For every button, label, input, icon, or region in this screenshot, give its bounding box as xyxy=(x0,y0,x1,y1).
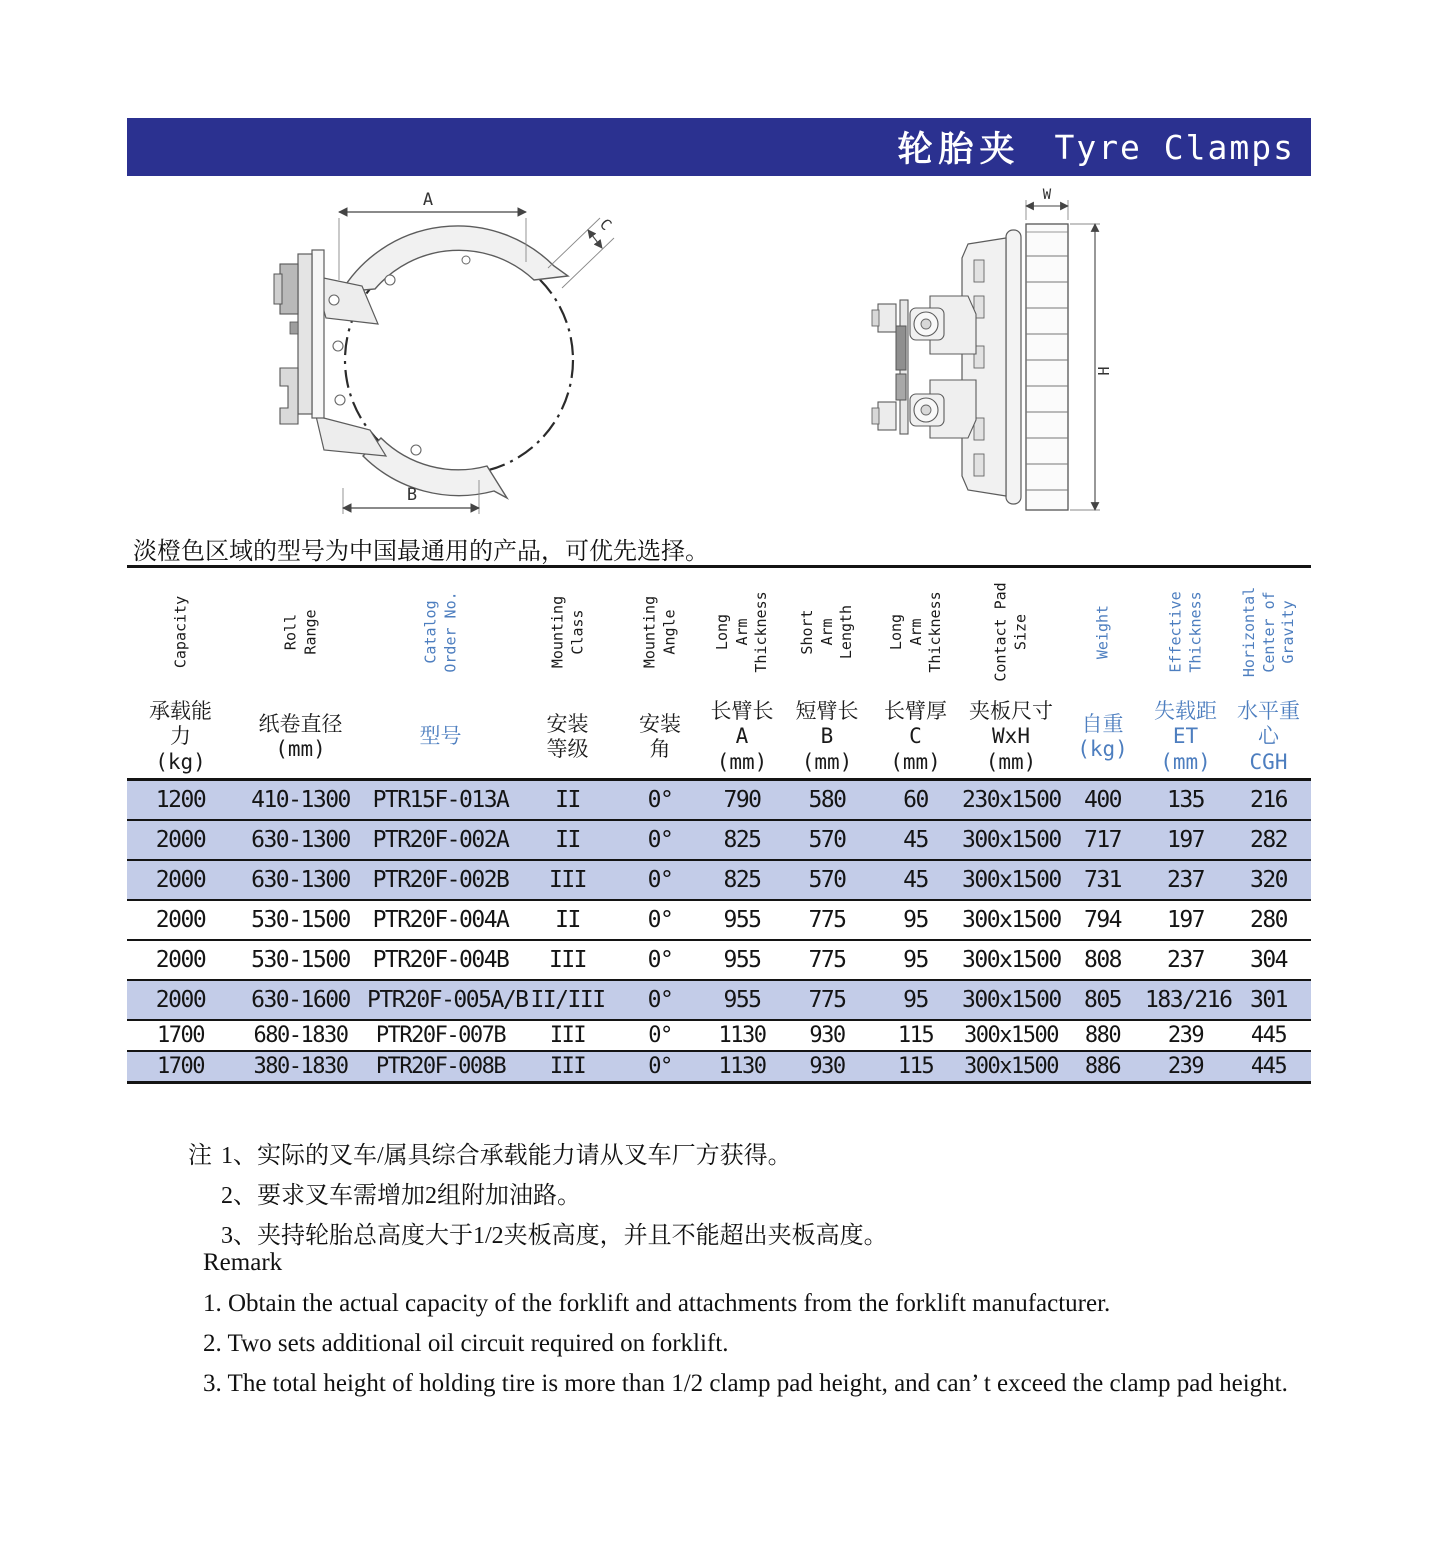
col-header-mounting-angle xyxy=(621,567,699,780)
spec-cell-long-arm-c: 115 xyxy=(897,1054,934,1079)
spec-cell-capacity: 2000 xyxy=(155,947,206,973)
note-zh-item: 1、实际的叉车/属具综合承载能力请从叉车厂方获得。 xyxy=(221,1143,792,1169)
spec-cell-roll-range: 630-1600 xyxy=(251,987,350,1013)
col-header-weight xyxy=(1060,567,1145,780)
spec-cell-effective-thickness: 135 xyxy=(1166,787,1205,813)
col-header-zh-roll-range: 纸卷直径 (mm) xyxy=(258,711,343,761)
spec-cell-contact-pad-size: 300x1500 xyxy=(964,1054,1058,1079)
note-zh-line: 2、要求叉车需增加2组附加油路。 xyxy=(221,1183,581,1209)
spec-cell-mounting-angle: 0° xyxy=(647,907,673,933)
spec-cell-weight: 886 xyxy=(1084,1054,1121,1079)
col-header-zh-catalog-order-no: 型号 xyxy=(419,724,462,749)
col-header-contact-pad-size xyxy=(962,567,1060,780)
note-zh-label: 注 xyxy=(188,1143,212,1169)
spec-cell-mounting-class: III xyxy=(549,1054,586,1079)
spec-row-PTR20F-008B xyxy=(127,1051,1311,1083)
page-title-zh: 轮胎夹 xyxy=(897,130,1021,170)
spec-cell-capacity: 2000 xyxy=(155,827,206,853)
spec-cell-catalog-order-no: PTR20F-002B xyxy=(372,867,509,893)
spec-table-wrap xyxy=(127,565,1311,1084)
spec-cell-short-arm-b: 570 xyxy=(808,867,846,893)
spec-cell-mounting-angle: 0° xyxy=(648,1054,672,1079)
col-header-zh-effective-thickness: 失载距 ET (mm) xyxy=(1154,699,1217,774)
spec-cell-mounting-angle: 0° xyxy=(647,867,673,893)
spec-cell-mounting-class: III xyxy=(549,1023,586,1048)
col-header-en-effective-thickness: Effective Thickness xyxy=(1166,591,1204,673)
spec-cell-weight: 808 xyxy=(1083,947,1122,973)
spec-cell-effective-thickness: 239 xyxy=(1167,1054,1204,1079)
spec-cell-roll-range: 410-1300 xyxy=(251,787,350,813)
spec-cell-contact-pad-size: 230x1500 xyxy=(962,787,1061,813)
col-header-en-roll-range: Roll Range xyxy=(281,609,319,655)
spec-table-header xyxy=(127,567,1311,780)
spec-cell-weight: 805 xyxy=(1083,987,1122,1013)
col-header-mounting-class xyxy=(514,567,621,780)
remark-item: 3. The total height of holding tire is more than 1/2 clamp pad height, and can’ t exceed the clamp pad height. xyxy=(203,1370,1288,1397)
remark-item: 2. Two sets additional oil circuit required on forklift. xyxy=(203,1330,729,1357)
spec-cell-catalog-order-no: PTR20F-005A/B xyxy=(367,987,528,1013)
spec-cell-mounting-angle: 0° xyxy=(648,1023,672,1048)
spec-cell-effective-thickness: 237 xyxy=(1166,947,1205,973)
col-header-zh-horizontal-cg: 水平重 心 CGH xyxy=(1237,699,1300,774)
spec-cell-long-arm-a: 790 xyxy=(723,787,761,813)
col-header-zh-long-arm-a: 长臂长 A (mm) xyxy=(710,699,774,774)
spec-row-PTR20F-004A xyxy=(127,900,1311,940)
col-header-en-weight: Weight xyxy=(1092,604,1111,660)
spec-cell-horizontal-cg: 445 xyxy=(1250,1023,1287,1048)
spec-cell-mounting-angle: 0° xyxy=(647,987,673,1013)
col-header-long-arm-a xyxy=(699,567,785,780)
dim-label-b: B xyxy=(406,485,418,505)
spec-cell-long-arm-a: 825 xyxy=(723,867,761,893)
spec-cell-catalog-order-no: PTR20F-002A xyxy=(372,827,509,853)
spec-row-PTR20F-005A/B xyxy=(127,980,1311,1020)
dim-label-c: C xyxy=(595,215,616,235)
remark-heading: Remark xyxy=(203,1249,283,1276)
spec-cell-effective-thickness: 237 xyxy=(1166,867,1205,893)
contact-pad xyxy=(1026,224,1068,510)
spec-cell-mounting-angle: 0° xyxy=(647,787,673,813)
spec-cell-short-arm-b: 930 xyxy=(809,1054,845,1079)
spec-row-PTR15F-013A xyxy=(127,780,1311,821)
dim-label-h: H xyxy=(1095,366,1113,376)
remark-block xyxy=(203,1249,1288,1397)
spec-cell-horizontal-cg: 280 xyxy=(1249,907,1288,933)
spec-cell-short-arm-b: 580 xyxy=(808,787,846,813)
spec-cell-mounting-angle: 0° xyxy=(647,827,673,853)
spec-cell-long-arm-c: 60 xyxy=(903,787,928,813)
spec-cell-long-arm-a: 1130 xyxy=(718,1054,766,1079)
spec-cell-contact-pad-size: 300x1500 xyxy=(962,867,1061,893)
spec-cell-weight: 731 xyxy=(1083,867,1122,893)
spec-cell-effective-thickness: 197 xyxy=(1166,907,1205,933)
spec-cell-catalog-order-no: PTR20F-004A xyxy=(372,907,509,933)
spec-cell-mounting-angle: 0° xyxy=(647,947,673,973)
spec-cell-roll-range: 630-1300 xyxy=(251,867,350,893)
col-header-en-capacity: Capacity xyxy=(170,595,189,669)
spec-cell-capacity: 1200 xyxy=(155,787,206,813)
spec-cell-weight: 880 xyxy=(1084,1023,1121,1048)
spec-cell-effective-thickness: 183/216 xyxy=(1145,987,1232,1013)
col-header-en-mounting-class: Mounting Class xyxy=(548,595,586,669)
spec-cell-horizontal-cg: 216 xyxy=(1249,787,1288,813)
spec-cell-roll-range: 630-1300 xyxy=(251,827,350,853)
spec-cell-mounting-class: III xyxy=(548,867,587,893)
spec-cell-long-arm-c: 115 xyxy=(897,1023,934,1048)
spec-cell-long-arm-a: 1130 xyxy=(718,1023,766,1048)
remark-item: 1. Obtain the actual capacity of the forklift and attachments from the forklift manufacturer. xyxy=(203,1290,1111,1317)
spec-cell-long-arm-a: 955 xyxy=(723,987,761,1013)
spec-cell-short-arm-b: 775 xyxy=(808,987,846,1013)
spec-cell-mounting-class: III xyxy=(548,947,587,973)
spec-cell-capacity: 1700 xyxy=(157,1023,204,1048)
spec-cell-long-arm-c: 45 xyxy=(903,827,928,853)
spec-cell-capacity: 2000 xyxy=(155,907,206,933)
short-arm xyxy=(363,438,507,498)
spec-row-PTR20F-007B xyxy=(127,1020,1311,1051)
spec-cell-weight: 794 xyxy=(1083,907,1122,933)
spec-cell-contact-pad-size: 300x1500 xyxy=(962,827,1061,853)
spec-cell-capacity: 2000 xyxy=(155,867,206,893)
spec-cell-short-arm-b: 570 xyxy=(808,827,846,853)
spec-cell-contact-pad-size: 300x1500 xyxy=(962,947,1061,973)
spec-cell-short-arm-b: 775 xyxy=(808,947,846,973)
spec-cell-contact-pad-size: 300x1500 xyxy=(964,1023,1058,1048)
note-zh-line xyxy=(188,1136,888,1176)
spec-cell-short-arm-b: 930 xyxy=(809,1023,845,1048)
dim-label-w: W xyxy=(1042,188,1052,203)
note-zh-line: 3、夹持轮胎总高度大于1/2夹板高度，并且不能超出夹板高度。 xyxy=(221,1223,888,1249)
col-header-zh-short-arm-b: 短臂长 B (mm) xyxy=(795,699,859,774)
col-header-catalog-order-no xyxy=(367,567,514,780)
spec-cell-long-arm-a: 955 xyxy=(723,947,761,973)
col-header-en-long-arm-a: Long Arm Thickness xyxy=(712,591,770,673)
col-header-zh-mounting-angle: 安装 角 xyxy=(639,711,681,761)
spec-cell-long-arm-a: 955 xyxy=(723,907,761,933)
spec-row-PTR20F-002A xyxy=(127,820,1311,860)
col-header-en-horizontal-cg: Horizontal Center of Gravity xyxy=(1239,586,1297,678)
spec-cell-long-arm-c: 95 xyxy=(903,947,928,973)
spec-cell-catalog-order-no: PTR20F-008B xyxy=(375,1054,506,1079)
spec-cell-capacity: 2000 xyxy=(155,987,206,1013)
notes-zh xyxy=(188,1136,888,1256)
col-header-long-arm-c xyxy=(869,567,962,780)
spec-cell-effective-thickness: 197 xyxy=(1166,827,1205,853)
col-header-en-long-arm-c: Long Arm Thickness xyxy=(886,591,944,673)
spec-cell-roll-range: 680-1830 xyxy=(253,1023,348,1048)
col-header-zh-contact-pad-size: 夹板尺寸 WxH (mm) xyxy=(969,699,1053,774)
col-header-short-arm-b xyxy=(785,567,869,780)
spec-cell-roll-range: 530-1500 xyxy=(251,907,350,933)
tyre-clamp-rear-view-drawing xyxy=(866,188,1116,522)
dim-label-a: A xyxy=(422,190,434,210)
spec-row-PTR20F-002B xyxy=(127,860,1311,900)
spec-cell-long-arm-a: 825 xyxy=(723,827,761,853)
spec-cell-mounting-class: II xyxy=(555,787,580,813)
col-header-en-contact-pad-size: Contact Pad Size xyxy=(991,582,1029,682)
spec-cell-horizontal-cg: 445 xyxy=(1250,1054,1287,1079)
col-header-en-mounting-angle: Mounting Angle xyxy=(640,595,678,669)
spec-cell-horizontal-cg: 320 xyxy=(1249,867,1288,893)
spec-cell-long-arm-c: 45 xyxy=(903,867,928,893)
spec-cell-catalog-order-no: PTR20F-007B xyxy=(375,1023,506,1048)
col-header-zh-mounting-class: 安装 等级 xyxy=(546,711,589,761)
spec-cell-weight: 717 xyxy=(1083,827,1122,853)
spec-cell-mounting-class: II xyxy=(555,827,580,853)
spec-cell-horizontal-cg: 301 xyxy=(1249,987,1288,1013)
spec-cell-capacity: 1700 xyxy=(157,1054,204,1079)
long-arm xyxy=(341,226,568,292)
spec-table xyxy=(127,565,1311,1084)
spec-cell-horizontal-cg: 282 xyxy=(1249,827,1288,853)
tyre-clamp-side-view-drawing xyxy=(266,188,630,522)
spec-cell-weight: 400 xyxy=(1083,787,1122,813)
spec-cell-long-arm-c: 95 xyxy=(903,987,928,1013)
spec-cell-catalog-order-no: PTR15F-013A xyxy=(372,787,509,813)
spec-cell-short-arm-b: 775 xyxy=(808,907,846,933)
spec-cell-mounting-class: II/III xyxy=(530,987,605,1013)
spec-cell-effective-thickness: 239 xyxy=(1167,1023,1204,1048)
pre-table-note: 淡橙色区域的型号为中国最通用的产品，可优先选择。 xyxy=(133,539,709,565)
spec-cell-horizontal-cg: 304 xyxy=(1249,947,1288,973)
col-header-roll-range xyxy=(234,567,367,780)
spec-cell-roll-range: 380-1830 xyxy=(253,1054,348,1079)
page-title-en: Tyre Clamps xyxy=(1054,127,1295,167)
title-bar xyxy=(127,118,1311,176)
col-header-zh-capacity: 承载能 力 (kg) xyxy=(149,699,212,774)
spec-cell-long-arm-c: 95 xyxy=(903,907,928,933)
col-header-zh-weight: 自重 (kg) xyxy=(1077,711,1128,761)
col-header-en-catalog-order-no: Catalog Order No. xyxy=(421,591,459,673)
col-header-en-short-arm-b: Short Arm Length xyxy=(797,604,855,660)
spec-cell-roll-range: 530-1500 xyxy=(251,947,350,973)
spec-cell-contact-pad-size: 300x1500 xyxy=(962,907,1061,933)
spec-table-body xyxy=(127,780,1311,1083)
spec-cell-contact-pad-size: 300x1500 xyxy=(962,987,1061,1013)
col-header-capacity xyxy=(127,567,234,780)
spec-cell-catalog-order-no: PTR20F-004B xyxy=(372,947,509,973)
spec-cell-mounting-class: II xyxy=(555,907,580,933)
spec-row-PTR20F-004B xyxy=(127,940,1311,980)
col-header-horizontal-cg xyxy=(1226,567,1311,780)
col-header-zh-long-arm-c: 长臂厚 C (mm) xyxy=(884,699,947,774)
col-header-effective-thickness xyxy=(1145,567,1226,780)
